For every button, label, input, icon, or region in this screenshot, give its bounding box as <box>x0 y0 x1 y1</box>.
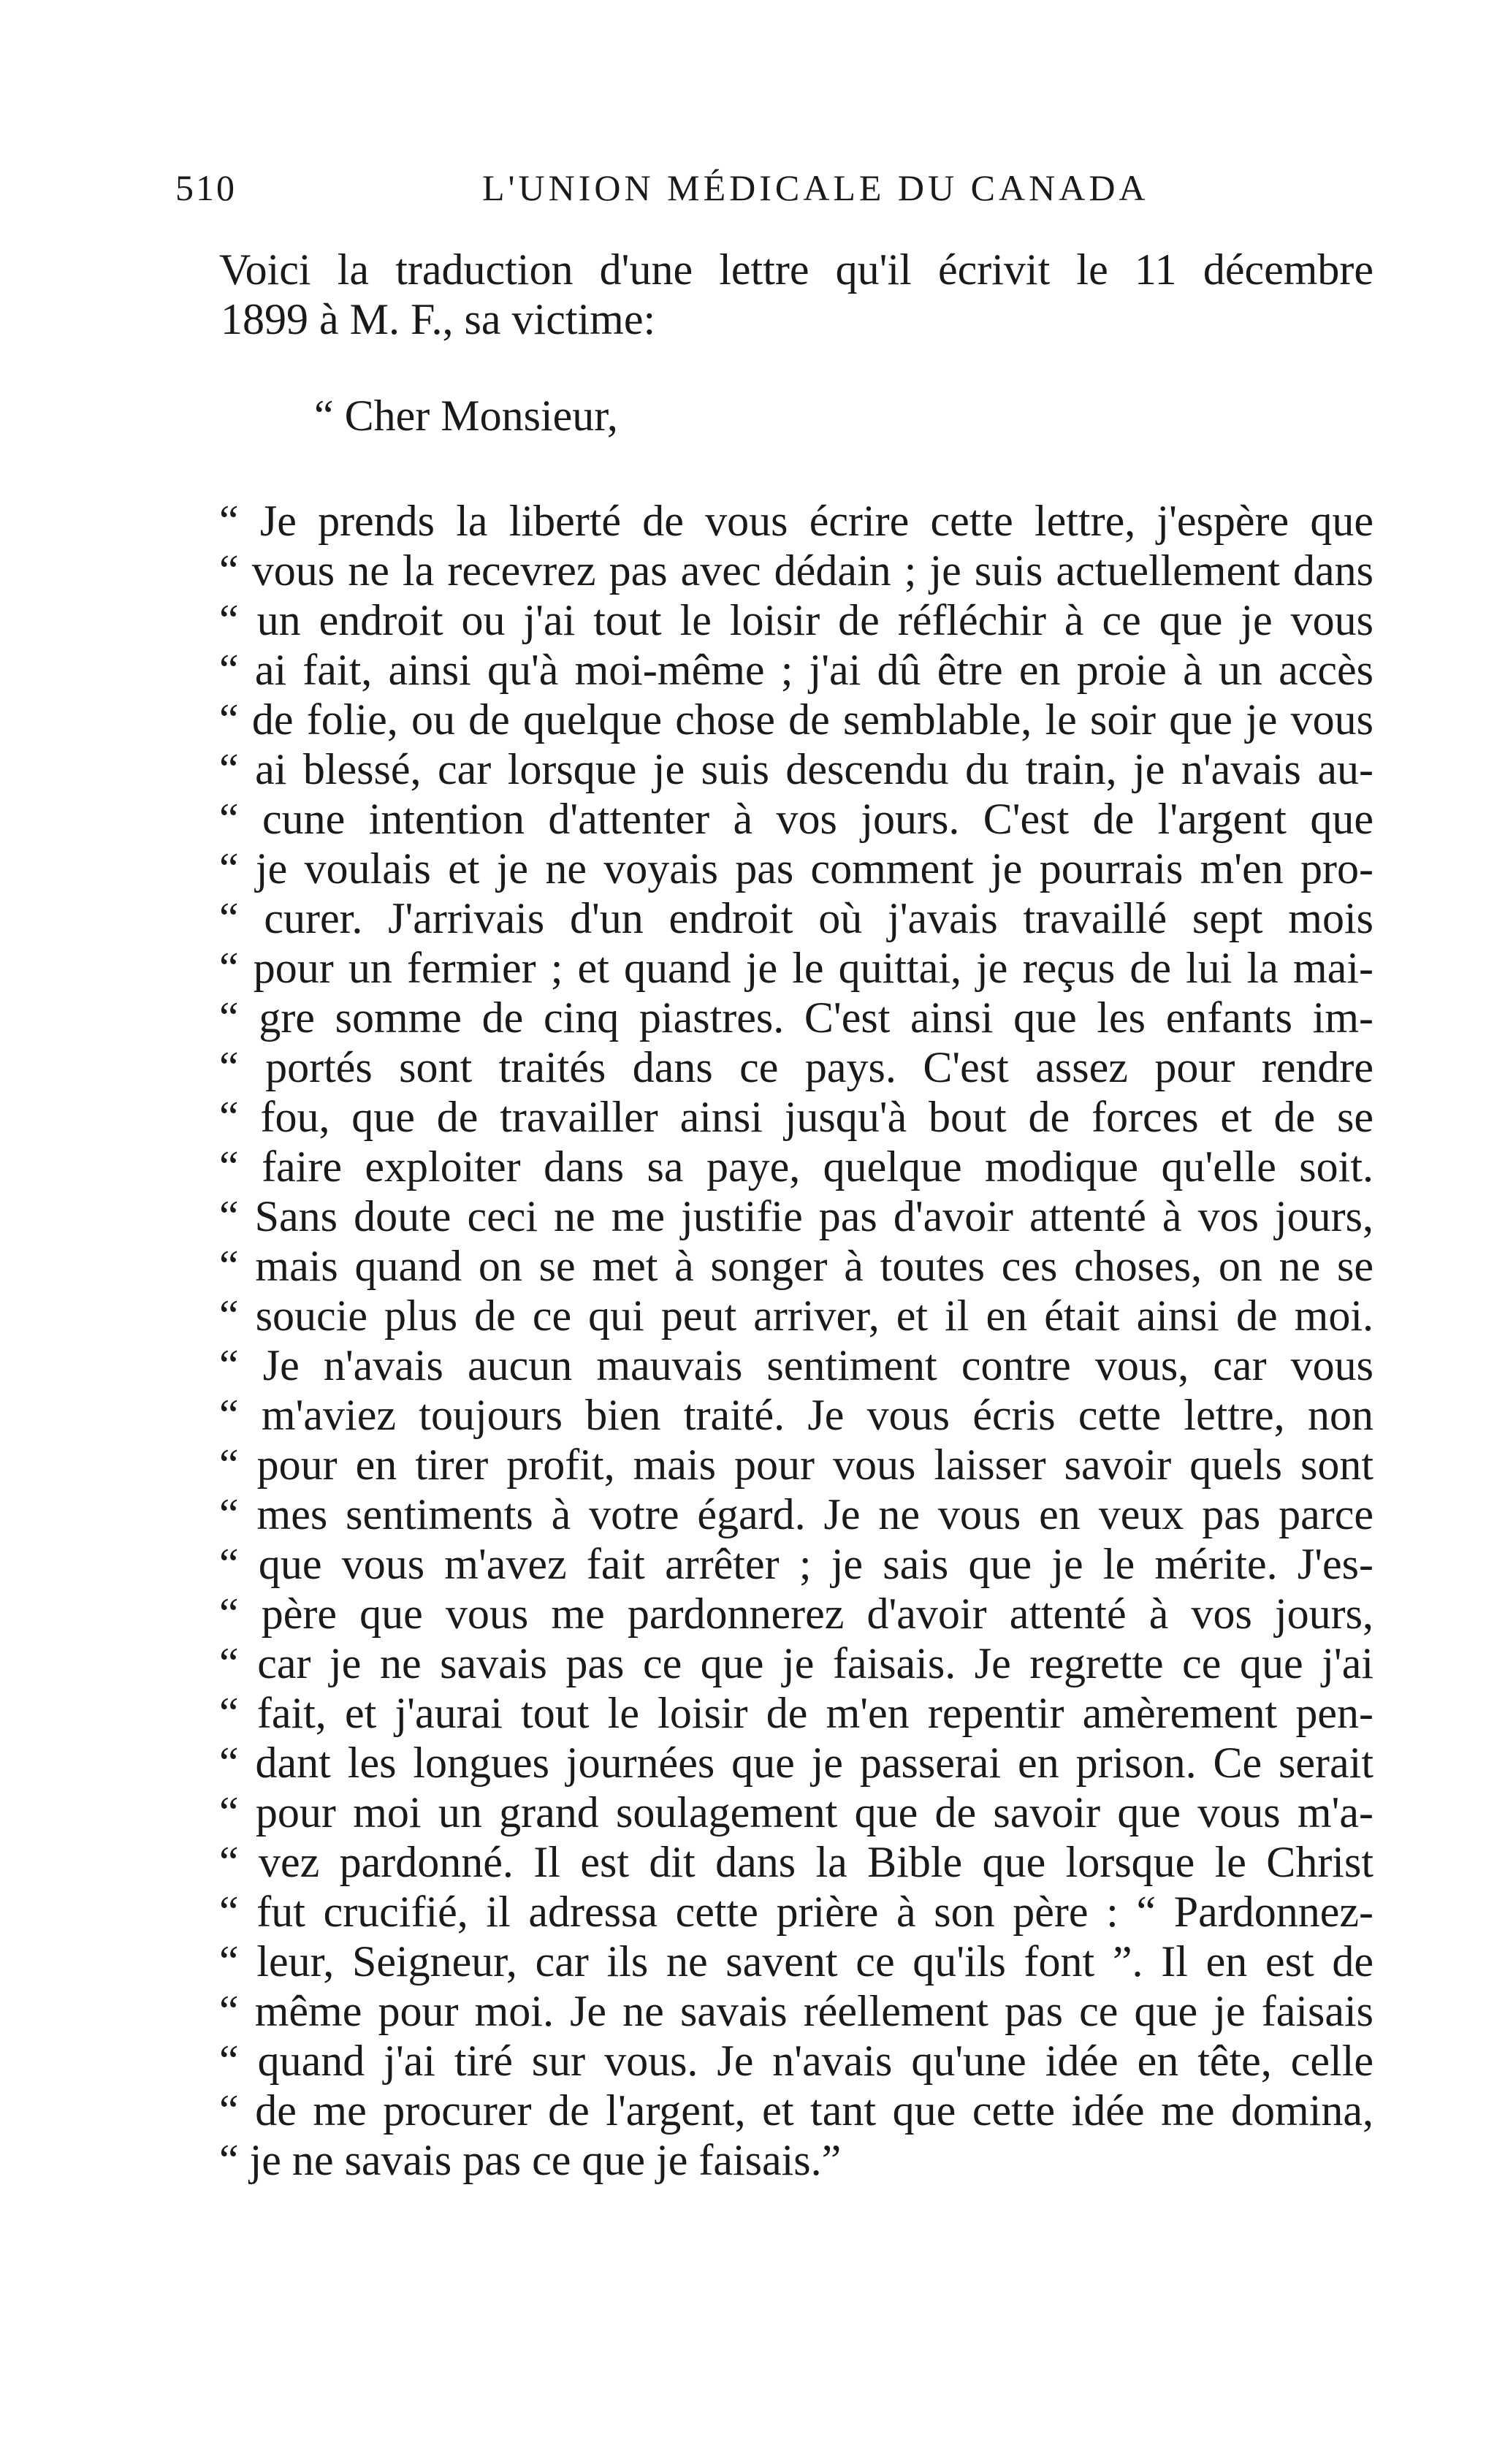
letter-line: “ ai blessé, car lorsque je suis descendu du train, je n'avais au- <box>219 745 1373 793</box>
running-head <box>175 167 1373 225</box>
letter-line: “ pour en tirer profit, mais pour vous laisser savoir quels sont <box>219 1441 1373 1489</box>
journal-title: L'UNION MÉDICALE DU CANADA <box>482 167 1149 208</box>
letter-line: “ fou, que de travailler ainsi jusqu'à bout de forces et de se <box>219 1093 1373 1141</box>
intro-paragraph <box>219 245 1373 344</box>
letter-line: “ quand j'ai tiré sur vous. Je n'avais qu'une idée en tête, celle <box>219 2037 1373 2085</box>
letter-line: “ fut crucifié, il adressa cette prière à son père : “ Pardonnez- <box>219 1888 1373 1936</box>
letter-line: “ je voulais et je ne voyais pas comment je pourrais m'en pro- <box>219 844 1373 893</box>
letter-salutation: “ Cher Monsieur, <box>314 392 618 440</box>
letter-line: “ que vous m'avez fait arrêter ; je sais que je le mérite. J'es- <box>219 1540 1373 1588</box>
letter-line: “ père que vous me pardonnerez d'avoir attenté à vos jours, <box>219 1590 1373 1638</box>
letter-line: “ même pour moi. Je ne savais réellement pas ce que je faisais <box>219 1987 1373 2035</box>
letter-line: “ Je prends la liberté de vous écrire cette lettre, j'espère que <box>219 497 1373 545</box>
body-text <box>219 245 1373 2185</box>
letter-line: “ m'aviez toujours bien traité. Je vous écris cette lettre, non <box>219 1391 1373 1439</box>
letter-line: “ mes sentiments à votre égard. Je ne vous en veux pas parce <box>219 1490 1373 1538</box>
letter-line: “ pour un fermier ; et quand je le quittai, je reçus de lui la mai- <box>219 944 1373 992</box>
letter-line: “ leur, Seigneur, car ils ne savent ce qu'ils font ”. Il en est de <box>219 1937 1373 1986</box>
letter-line: “ mais quand on se met à songer à toutes ces choses, on ne se <box>219 1242 1373 1290</box>
intro-line: 1899 à M. F., sa victime: <box>221 295 656 343</box>
letter-line: “ soucie plus de ce qui peut arriver, et il en était ainsi de moi. <box>219 1292 1373 1340</box>
letter-line: “ de folie, ou de quelque chose de semblable, le soir que je vous <box>219 695 1373 744</box>
letter-line: “ curer. J'arrivais d'un endroit où j'avais travaillé sept mois <box>219 894 1373 942</box>
letter-line: “ pour moi un grand soulagement que de savoir que vous m'a- <box>219 1788 1373 1836</box>
letter-line: “ ai fait, ainsi qu'à moi-même ; j'ai dû être en proie à un accès <box>219 646 1373 694</box>
letter-line: “ un endroit ou j'ai tout le loisir de réfléchir à ce que je vous <box>219 596 1373 644</box>
letter-line: “ je ne savais pas ce que je faisais.” <box>219 2136 842 2184</box>
page-number: 510 <box>175 167 237 208</box>
letter-line: “ Sans doute ceci ne me justifie pas d'avoir attenté à vos jours, <box>219 1192 1373 1240</box>
letter-line: “ dant les longues journées que je passerai en prison. Ce serait <box>219 1739 1373 1787</box>
letter-line: “ cune intention d'attenter à vos jours. C'est de l'argent que <box>219 795 1373 843</box>
letter-line: “ faire exploiter dans sa paye, quelque modique qu'elle soit. <box>219 1143 1373 1191</box>
letter-line: “ fait, et j'aurai tout le loisir de m'en repentir amèrement pen- <box>219 1689 1373 1737</box>
letter-line: “ gre somme de cinq piastres. C'est ainsi que les enfants im- <box>219 993 1373 1042</box>
intro-line: Voici la traduction d'une lettre qu'il écrivit le 11 décembre <box>219 245 1373 294</box>
letter-line: “ vous ne la recevrez pas avec dédain ; je suis actuellement dans <box>219 546 1373 595</box>
letter-line: “ portés sont traités dans ce pays. C'est assez pour rendre <box>219 1043 1373 1091</box>
letter-line: “ de me procurer de l'argent, et tant que cette idée me domina, <box>219 2086 1373 2135</box>
letter-line: “ vez pardonné. Il est dit dans la Bible que lorsque le Christ <box>219 1838 1373 1886</box>
letter-body <box>219 496 1373 2185</box>
letter-line: “ car je ne savais pas ce que je faisais. Je regrette ce que j'ai <box>219 1639 1373 1687</box>
letter-line: “ Je n'avais aucun mauvais sentiment contre vous, car vous <box>219 1341 1373 1389</box>
